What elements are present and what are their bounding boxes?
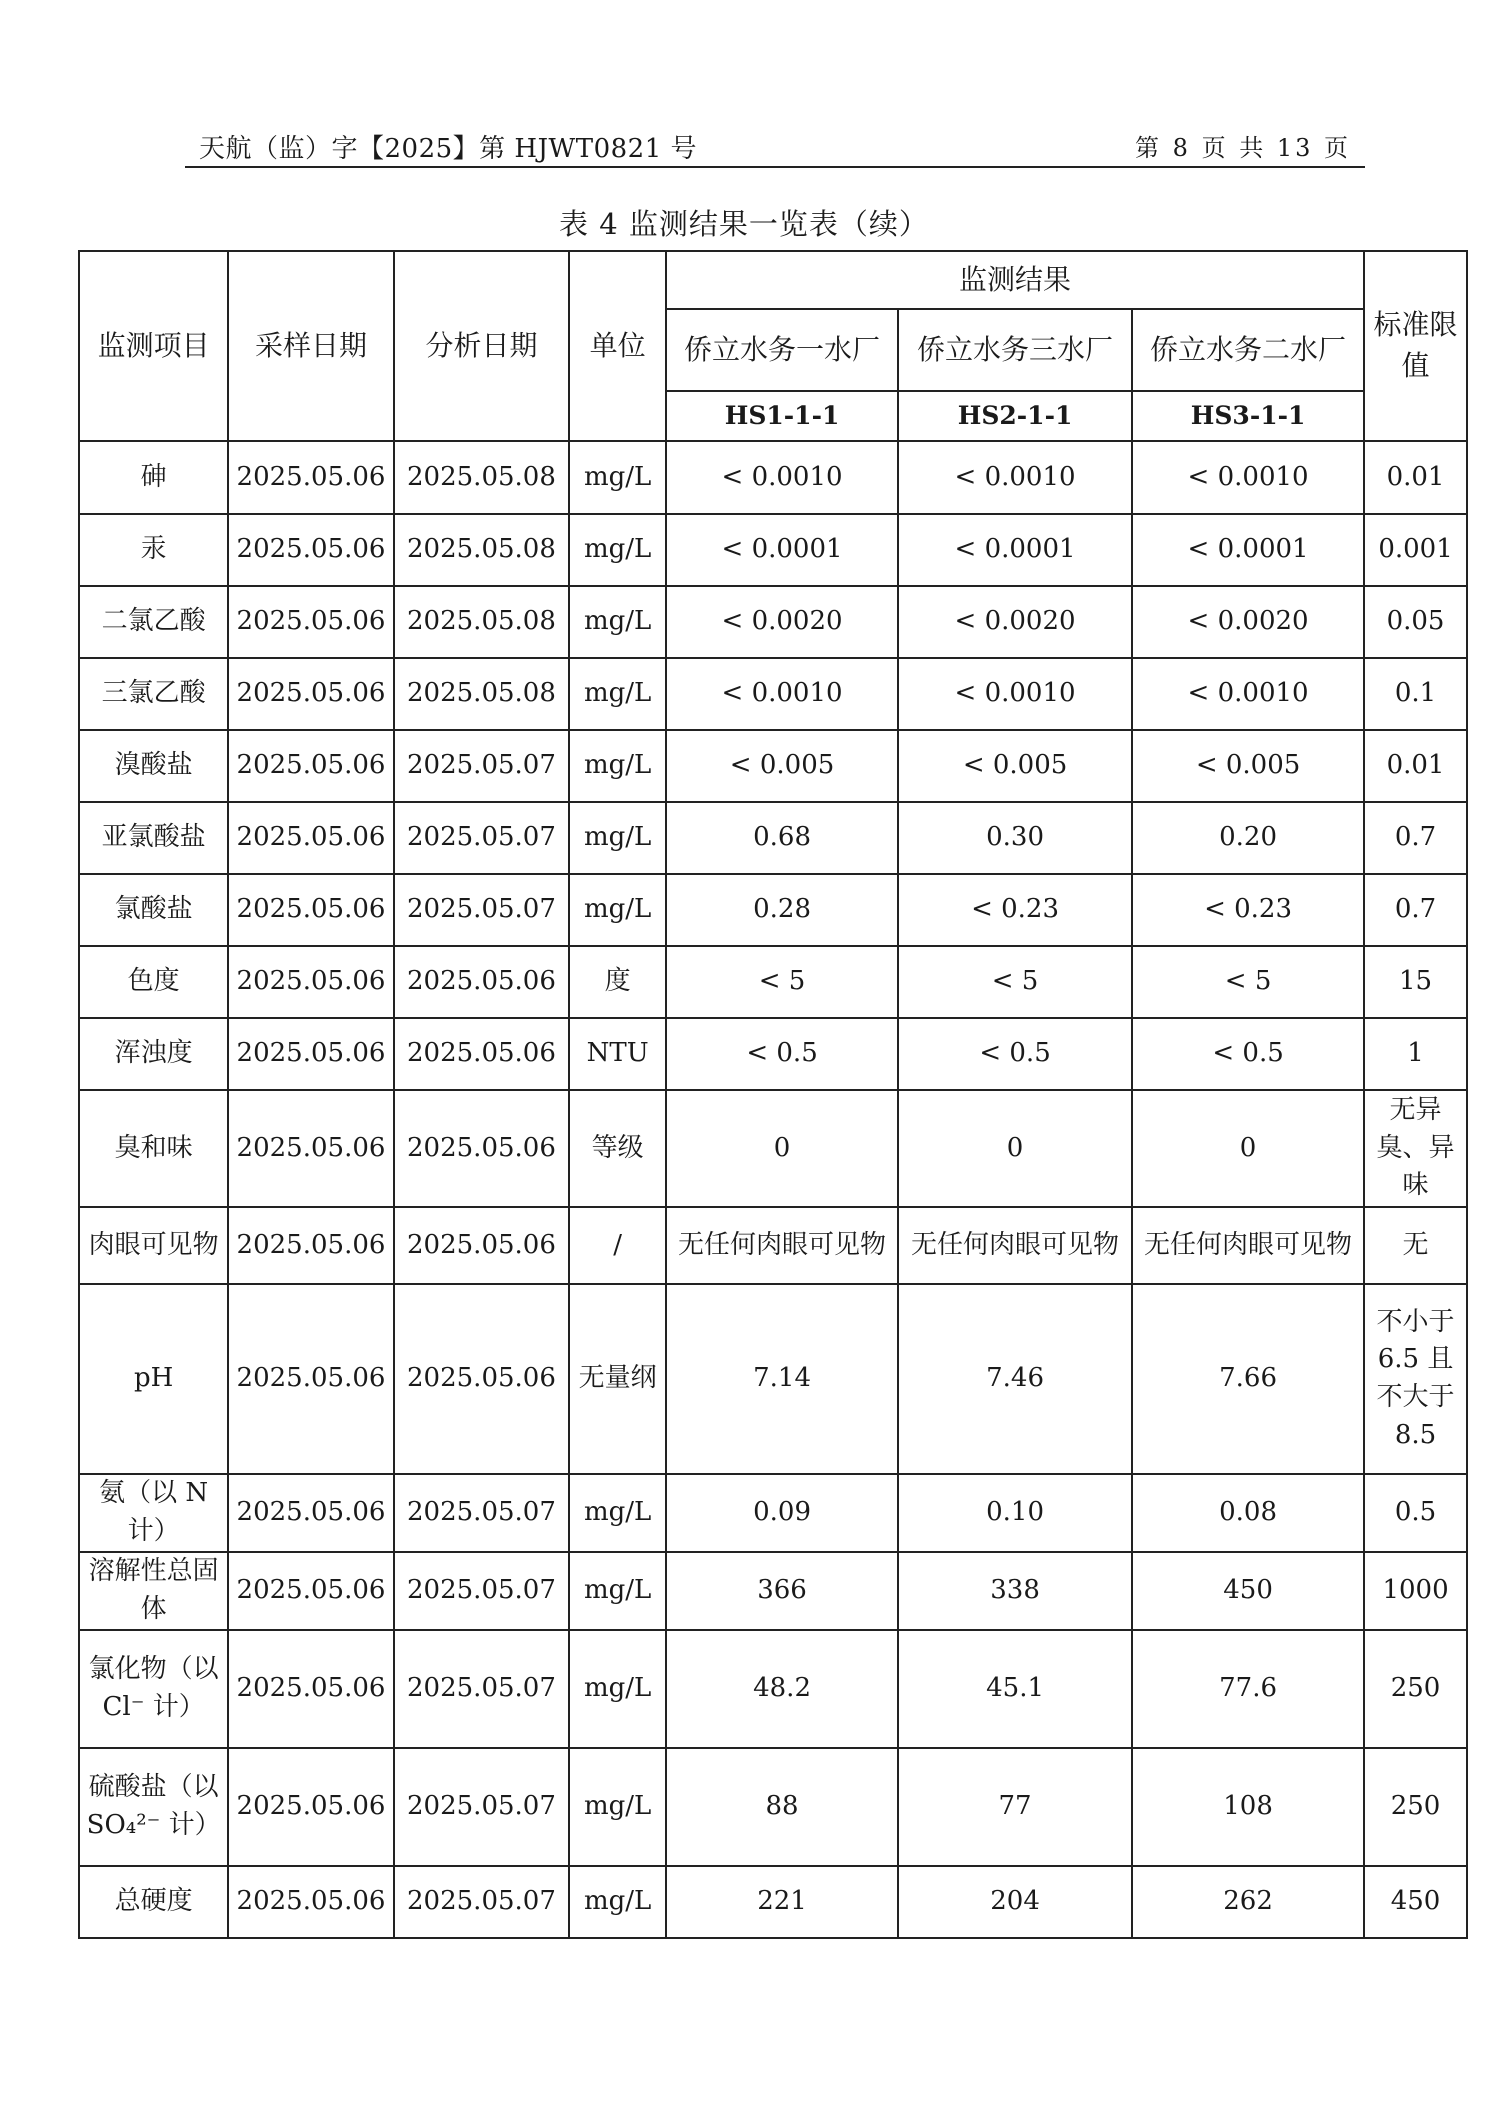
- cell-site-3-value: < 5: [1132, 946, 1364, 1018]
- cell-site-3-value: < 0.0010: [1132, 658, 1364, 730]
- cell-site-1-value: 221: [666, 1866, 898, 1938]
- cell-site-2-value: 0.30: [898, 802, 1132, 874]
- cell-site-3-value: < 0.005: [1132, 730, 1364, 802]
- table-row: [79, 1018, 1467, 1090]
- cell-unit: mg/L: [569, 514, 666, 586]
- cell-standard: 1: [1364, 1018, 1467, 1090]
- cell-analysis-date: 2025.05.08: [394, 658, 570, 730]
- cell-sample-date: 2025.05.06: [228, 1630, 393, 1748]
- cell-site-1-value: < 0.0010: [666, 441, 898, 514]
- cell-analysis-date: 2025.05.08: [394, 514, 570, 586]
- cell-standard: 250: [1364, 1748, 1467, 1866]
- cell-sample-date: 2025.05.06: [228, 1748, 393, 1866]
- cell-sample-date: 2025.05.06: [228, 1207, 393, 1284]
- cell-standard: 0.05: [1364, 586, 1467, 658]
- cell-site-2-value: 45.1: [898, 1630, 1132, 1748]
- cell-site-1-value: < 0.005: [666, 730, 898, 802]
- cell-sample-date: 2025.05.06: [228, 441, 393, 514]
- cell-standard: 0.01: [1364, 441, 1467, 514]
- results-table: [78, 250, 1468, 1939]
- table-row: [79, 1207, 1467, 1284]
- cell-item: 肉眼可见物: [79, 1207, 228, 1284]
- cell-standard: 0.7: [1364, 874, 1467, 946]
- cell-standard: 不小于 6.5 且不大于 8.5: [1364, 1284, 1467, 1474]
- cell-item: 臭和味: [79, 1090, 228, 1207]
- cell-sample-date: 2025.05.06: [228, 730, 393, 802]
- cell-unit: mg/L: [569, 1552, 666, 1630]
- cell-site-2-value: < 0.23: [898, 874, 1132, 946]
- cell-item: 三氯乙酸: [79, 658, 228, 730]
- cell-analysis-date: 2025.05.06: [394, 1018, 570, 1090]
- cell-standard: 无异臭、异味: [1364, 1090, 1467, 1207]
- cell-sample-date: 2025.05.06: [228, 1090, 393, 1207]
- cell-sample-date: 2025.05.06: [228, 514, 393, 586]
- cell-unit: NTU: [569, 1018, 666, 1090]
- cell-standard: 无: [1364, 1207, 1467, 1284]
- cell-site-1-value: 0.09: [666, 1474, 898, 1552]
- cell-sample-date: 2025.05.06: [228, 586, 393, 658]
- cell-item: 溶解性总固体: [79, 1552, 228, 1630]
- cell-analysis-date: 2025.05.06: [394, 1090, 570, 1207]
- col-header-site-3-id: HS3-1-1: [1132, 391, 1364, 441]
- cell-item: 二氯乙酸: [79, 586, 228, 658]
- cell-analysis-date: 2025.05.08: [394, 586, 570, 658]
- cell-standard: 1000: [1364, 1552, 1467, 1630]
- cell-sample-date: 2025.05.06: [228, 946, 393, 1018]
- cell-unit: mg/L: [569, 1474, 666, 1552]
- table-row: [79, 1552, 1467, 1630]
- cell-item: pH: [79, 1284, 228, 1474]
- table-row: [79, 946, 1467, 1018]
- cell-site-3-value: 108: [1132, 1748, 1364, 1866]
- table-row: [79, 874, 1467, 946]
- cell-site-3-value: < 0.0010: [1132, 441, 1364, 514]
- cell-sample-date: 2025.05.06: [228, 1284, 393, 1474]
- cell-site-3-value: 无任何肉眼可见物: [1132, 1207, 1364, 1284]
- results-table-body: [79, 441, 1467, 1938]
- cell-site-2-value: < 0.0010: [898, 441, 1132, 514]
- cell-item: 亚氯酸盐: [79, 802, 228, 874]
- cell-site-1-value: 7.14: [666, 1284, 898, 1474]
- cell-site-2-value: 338: [898, 1552, 1132, 1630]
- cell-site-2-value: < 0.0020: [898, 586, 1132, 658]
- cell-item: 砷: [79, 441, 228, 514]
- cell-analysis-date: 2025.05.06: [394, 1207, 570, 1284]
- cell-site-1-value: 0.28: [666, 874, 898, 946]
- cell-site-1-value: < 0.5: [666, 1018, 898, 1090]
- header-rule: [185, 166, 1365, 168]
- cell-standard: 0.7: [1364, 802, 1467, 874]
- table-row: [79, 441, 1467, 514]
- cell-unit: mg/L: [569, 730, 666, 802]
- table-row: [79, 1284, 1467, 1474]
- cell-site-1-value: < 0.0020: [666, 586, 898, 658]
- cell-standard: 250: [1364, 1630, 1467, 1748]
- cell-analysis-date: 2025.05.07: [394, 802, 570, 874]
- page-header: [185, 122, 1365, 164]
- cell-site-2-value: < 0.005: [898, 730, 1132, 802]
- cell-site-1-value: < 0.0010: [666, 658, 898, 730]
- cell-site-2-value: < 5: [898, 946, 1132, 1018]
- cell-unit: 无量纲: [569, 1284, 666, 1474]
- cell-site-3-value: < 0.23: [1132, 874, 1364, 946]
- col-header-site-2-id: HS2-1-1: [898, 391, 1132, 441]
- col-header-standard: 标准限值: [1364, 251, 1467, 441]
- col-header-site-1: 侨立水务一水厂: [666, 309, 898, 391]
- cell-site-2-value: 无任何肉眼可见物: [898, 1207, 1132, 1284]
- table-row: [79, 514, 1467, 586]
- cell-analysis-date: 2025.05.07: [394, 1630, 570, 1748]
- cell-analysis-date: 2025.05.06: [394, 1284, 570, 1474]
- cell-analysis-date: 2025.05.07: [394, 1748, 570, 1866]
- cell-site-3-value: 262: [1132, 1866, 1364, 1938]
- table-row: [79, 586, 1467, 658]
- table-row: [79, 730, 1467, 802]
- cell-item: 汞: [79, 514, 228, 586]
- table-row: [79, 1866, 1467, 1938]
- cell-site-1-value: 366: [666, 1552, 898, 1630]
- cell-unit: mg/L: [569, 802, 666, 874]
- table-row: [79, 1630, 1467, 1748]
- cell-analysis-date: 2025.05.07: [394, 1552, 570, 1630]
- cell-sample-date: 2025.05.06: [228, 1552, 393, 1630]
- cell-site-1-value: 0.68: [666, 802, 898, 874]
- cell-unit: mg/L: [569, 586, 666, 658]
- cell-site-3-value: 450: [1132, 1552, 1364, 1630]
- col-header-results-group: 监测结果: [666, 251, 1364, 309]
- cell-sample-date: 2025.05.06: [228, 658, 393, 730]
- page-indicator: 第 8 页 共 13 页: [1135, 134, 1351, 162]
- cell-analysis-date: 2025.05.07: [394, 1866, 570, 1938]
- cell-item: 总硬度: [79, 1866, 228, 1938]
- col-header-unit: 单位: [569, 251, 666, 441]
- cell-item: 硫酸盐（以 SO₄²⁻ 计）: [79, 1748, 228, 1866]
- col-header-item: 监测项目: [79, 251, 228, 441]
- table-row: [79, 1090, 1467, 1207]
- cell-site-2-value: 77: [898, 1748, 1132, 1866]
- cell-site-2-value: 7.46: [898, 1284, 1132, 1474]
- cell-unit: mg/L: [569, 658, 666, 730]
- cell-standard: 0.1: [1364, 658, 1467, 730]
- cell-site-3-value: 0: [1132, 1090, 1364, 1207]
- cell-site-1-value: 无任何肉眼可见物: [666, 1207, 898, 1284]
- cell-unit: /: [569, 1207, 666, 1284]
- cell-analysis-date: 2025.05.07: [394, 874, 570, 946]
- table-row: [79, 1748, 1467, 1866]
- cell-site-3-value: 77.6: [1132, 1630, 1364, 1748]
- cell-site-1-value: < 0.0001: [666, 514, 898, 586]
- col-header-analysis-date: 分析日期: [394, 251, 570, 441]
- report-number: 天航（监）字【2025】第 HJWT0821 号: [199, 134, 698, 164]
- cell-standard: 0.01: [1364, 730, 1467, 802]
- cell-unit: 等级: [569, 1090, 666, 1207]
- cell-analysis-date: 2025.05.07: [394, 1474, 570, 1552]
- cell-analysis-date: 2025.05.07: [394, 730, 570, 802]
- cell-item: 色度: [79, 946, 228, 1018]
- cell-unit: 度: [569, 946, 666, 1018]
- cell-standard: 0.001: [1364, 514, 1467, 586]
- col-header-site-3: 侨立水务二水厂: [1132, 309, 1364, 391]
- cell-site-3-value: 0.08: [1132, 1474, 1364, 1552]
- cell-sample-date: 2025.05.06: [228, 1474, 393, 1552]
- cell-unit: mg/L: [569, 1866, 666, 1938]
- cell-site-2-value: < 0.0010: [898, 658, 1132, 730]
- cell-sample-date: 2025.05.06: [228, 1866, 393, 1938]
- cell-standard: 15: [1364, 946, 1467, 1018]
- cell-site-1-value: < 5: [666, 946, 898, 1018]
- cell-item: 溴酸盐: [79, 730, 228, 802]
- cell-site-2-value: < 0.0001: [898, 514, 1132, 586]
- cell-site-1-value: 48.2: [666, 1630, 898, 1748]
- cell-analysis-date: 2025.05.06: [394, 946, 570, 1018]
- cell-analysis-date: 2025.05.08: [394, 441, 570, 514]
- cell-site-2-value: < 0.5: [898, 1018, 1132, 1090]
- col-header-site-1-id: HS1-1-1: [666, 391, 898, 441]
- cell-site-3-value: 0.20: [1132, 802, 1364, 874]
- cell-item: 浑浊度: [79, 1018, 228, 1090]
- cell-site-3-value: < 0.0001: [1132, 514, 1364, 586]
- cell-site-3-value: < 0.5: [1132, 1018, 1364, 1090]
- cell-site-3-value: < 0.0020: [1132, 586, 1364, 658]
- table-row: [79, 802, 1467, 874]
- cell-site-1-value: 88: [666, 1748, 898, 1866]
- cell-site-2-value: 204: [898, 1866, 1132, 1938]
- cell-unit: mg/L: [569, 1630, 666, 1748]
- cell-site-3-value: 7.66: [1132, 1284, 1364, 1474]
- cell-unit: mg/L: [569, 441, 666, 514]
- cell-sample-date: 2025.05.06: [228, 802, 393, 874]
- col-header-site-2: 侨立水务三水厂: [898, 309, 1132, 391]
- col-header-sample-date: 采样日期: [228, 251, 393, 441]
- cell-site-1-value: 0: [666, 1090, 898, 1207]
- cell-sample-date: 2025.05.06: [228, 1018, 393, 1090]
- cell-unit: mg/L: [569, 1748, 666, 1866]
- table-row: [79, 658, 1467, 730]
- cell-item: 氯酸盐: [79, 874, 228, 946]
- table-caption: 表 4 监测结果一览表（续）: [559, 207, 929, 241]
- table-row: [79, 1474, 1467, 1552]
- cell-item: 氯化物（以 Cl⁻ 计）: [79, 1630, 228, 1748]
- cell-unit: mg/L: [569, 874, 666, 946]
- cell-standard: 0.5: [1364, 1474, 1467, 1552]
- cell-site-2-value: 0: [898, 1090, 1132, 1207]
- cell-standard: 450: [1364, 1866, 1467, 1938]
- cell-item: 氨（以 N 计）: [79, 1474, 228, 1552]
- cell-site-2-value: 0.10: [898, 1474, 1132, 1552]
- cell-sample-date: 2025.05.06: [228, 874, 393, 946]
